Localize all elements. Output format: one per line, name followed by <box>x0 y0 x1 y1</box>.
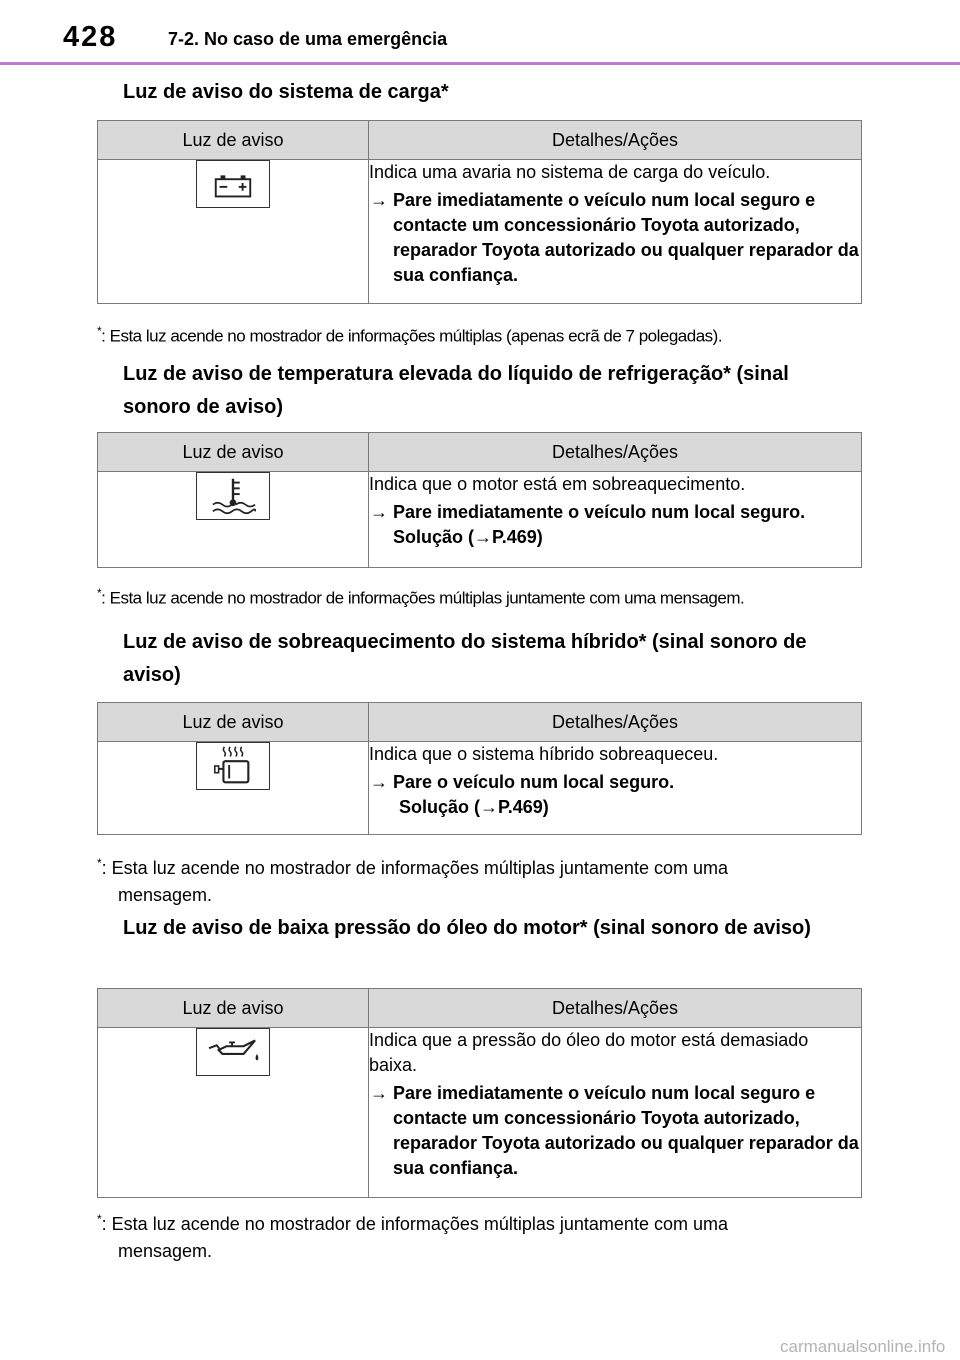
solution-reference[interactable]: Solução (→P.469) <box>399 797 549 817</box>
arrow-icon: → <box>370 1083 388 1103</box>
arrow-icon: → <box>370 502 388 522</box>
warning-table-coolant <box>97 432 862 568</box>
icon-cell <box>98 1028 369 1198</box>
description: Indica que o sistema híbrido sobreaqueceu. <box>369 744 719 764</box>
col-header-details: Detalhes/Ações <box>369 989 862 1028</box>
icon-cell <box>98 742 369 835</box>
col-header-details: Detalhes/Ações <box>369 703 862 742</box>
solution-reference[interactable]: Solução (→P.469) <box>393 527 543 547</box>
battery-charge-icon <box>196 160 270 208</box>
col-header-warning-light: Luz de aviso <box>98 433 369 472</box>
warning-table-hybrid <box>97 702 862 835</box>
details-cell <box>369 1028 862 1198</box>
chapter-title: 7-2. No caso de uma emergência <box>168 29 448 49</box>
warning-table-oil <box>97 988 862 1198</box>
details-cell <box>369 160 862 304</box>
page-number: 428 <box>63 21 118 53</box>
col-header-details: Detalhes/Ações <box>369 433 862 472</box>
col-header-details: Detalhes/Ações <box>369 121 862 160</box>
section-title-hybrid-overheat: Luz de aviso de sobreaquecimento do sistema híbrido* (sinal sonoro de aviso) <box>123 631 807 686</box>
col-header-warning-light: Luz de aviso <box>98 989 369 1028</box>
section-title-coolant-temp: Luz de aviso de temperatura elevada do líquido de refrigeração* (sinal sonoro de aviso) <box>123 363 789 418</box>
footnote: *: Esta luz acende no mostrador de informações múltiplas juntamente com uma mensagem. <box>97 1212 728 1261</box>
col-header-warning-light: Luz de aviso <box>98 121 369 160</box>
header-divider <box>0 62 960 65</box>
oil-pressure-icon <box>196 1028 270 1076</box>
icon-cell <box>98 160 369 304</box>
description: Indica uma avaria no sistema de carga do veículo. <box>369 162 771 182</box>
action-text: → Pare imediatamente o veículo num local seguro. <box>369 500 861 525</box>
details-cell <box>369 742 862 835</box>
page-header <box>0 0 960 64</box>
action-text: → Pare o veículo num local seguro. <box>369 770 861 795</box>
arrow-icon: → <box>370 772 388 792</box>
action-text: → Pare imediatamente o veículo num local seguro e contacte um concessionário Toyota autorizado, reparador Toyota autorizado ou qualquer reparador da sua confiança. <box>370 190 859 285</box>
action-text: → Pare imediatamente o veículo num local seguro e contacte um concessionário Toyota autorizado, reparador Toyota autorizado ou qualquer reparador da sua confiança. <box>370 1083 859 1178</box>
col-header-warning-light: Luz de aviso <box>98 703 369 742</box>
details-cell <box>369 472 862 568</box>
hybrid-system-overheat-icon <box>196 742 270 790</box>
watermark: carmanualsonline.info <box>780 1337 946 1356</box>
footnote: *: Esta luz acende no mostrador de informações múltiplas (apenas ecrã de 7 polegadas). <box>97 324 723 346</box>
section-title-oil-pressure: Luz de aviso de baixa pressão do óleo do motor* (sinal sonoro de aviso) <box>123 917 811 939</box>
section-title-charging-system: Luz de aviso do sistema de carga* <box>123 81 449 103</box>
description: Indica que a pressão do óleo do motor está demasiado baixa. <box>369 1030 809 1075</box>
icon-cell <box>98 472 369 568</box>
warning-table-charging <box>97 120 862 304</box>
footnote: *: Esta luz acende no mostrador de informações múltiplas juntamente com uma mensagem. <box>97 586 745 608</box>
arrow-icon: → <box>370 190 388 210</box>
description: Indica que o motor está em sobreaquecimento. <box>369 474 746 494</box>
footnote: *: Esta luz acende no mostrador de informações múltiplas juntamente com uma mensagem. <box>97 856 728 905</box>
coolant-temperature-icon <box>196 472 270 520</box>
